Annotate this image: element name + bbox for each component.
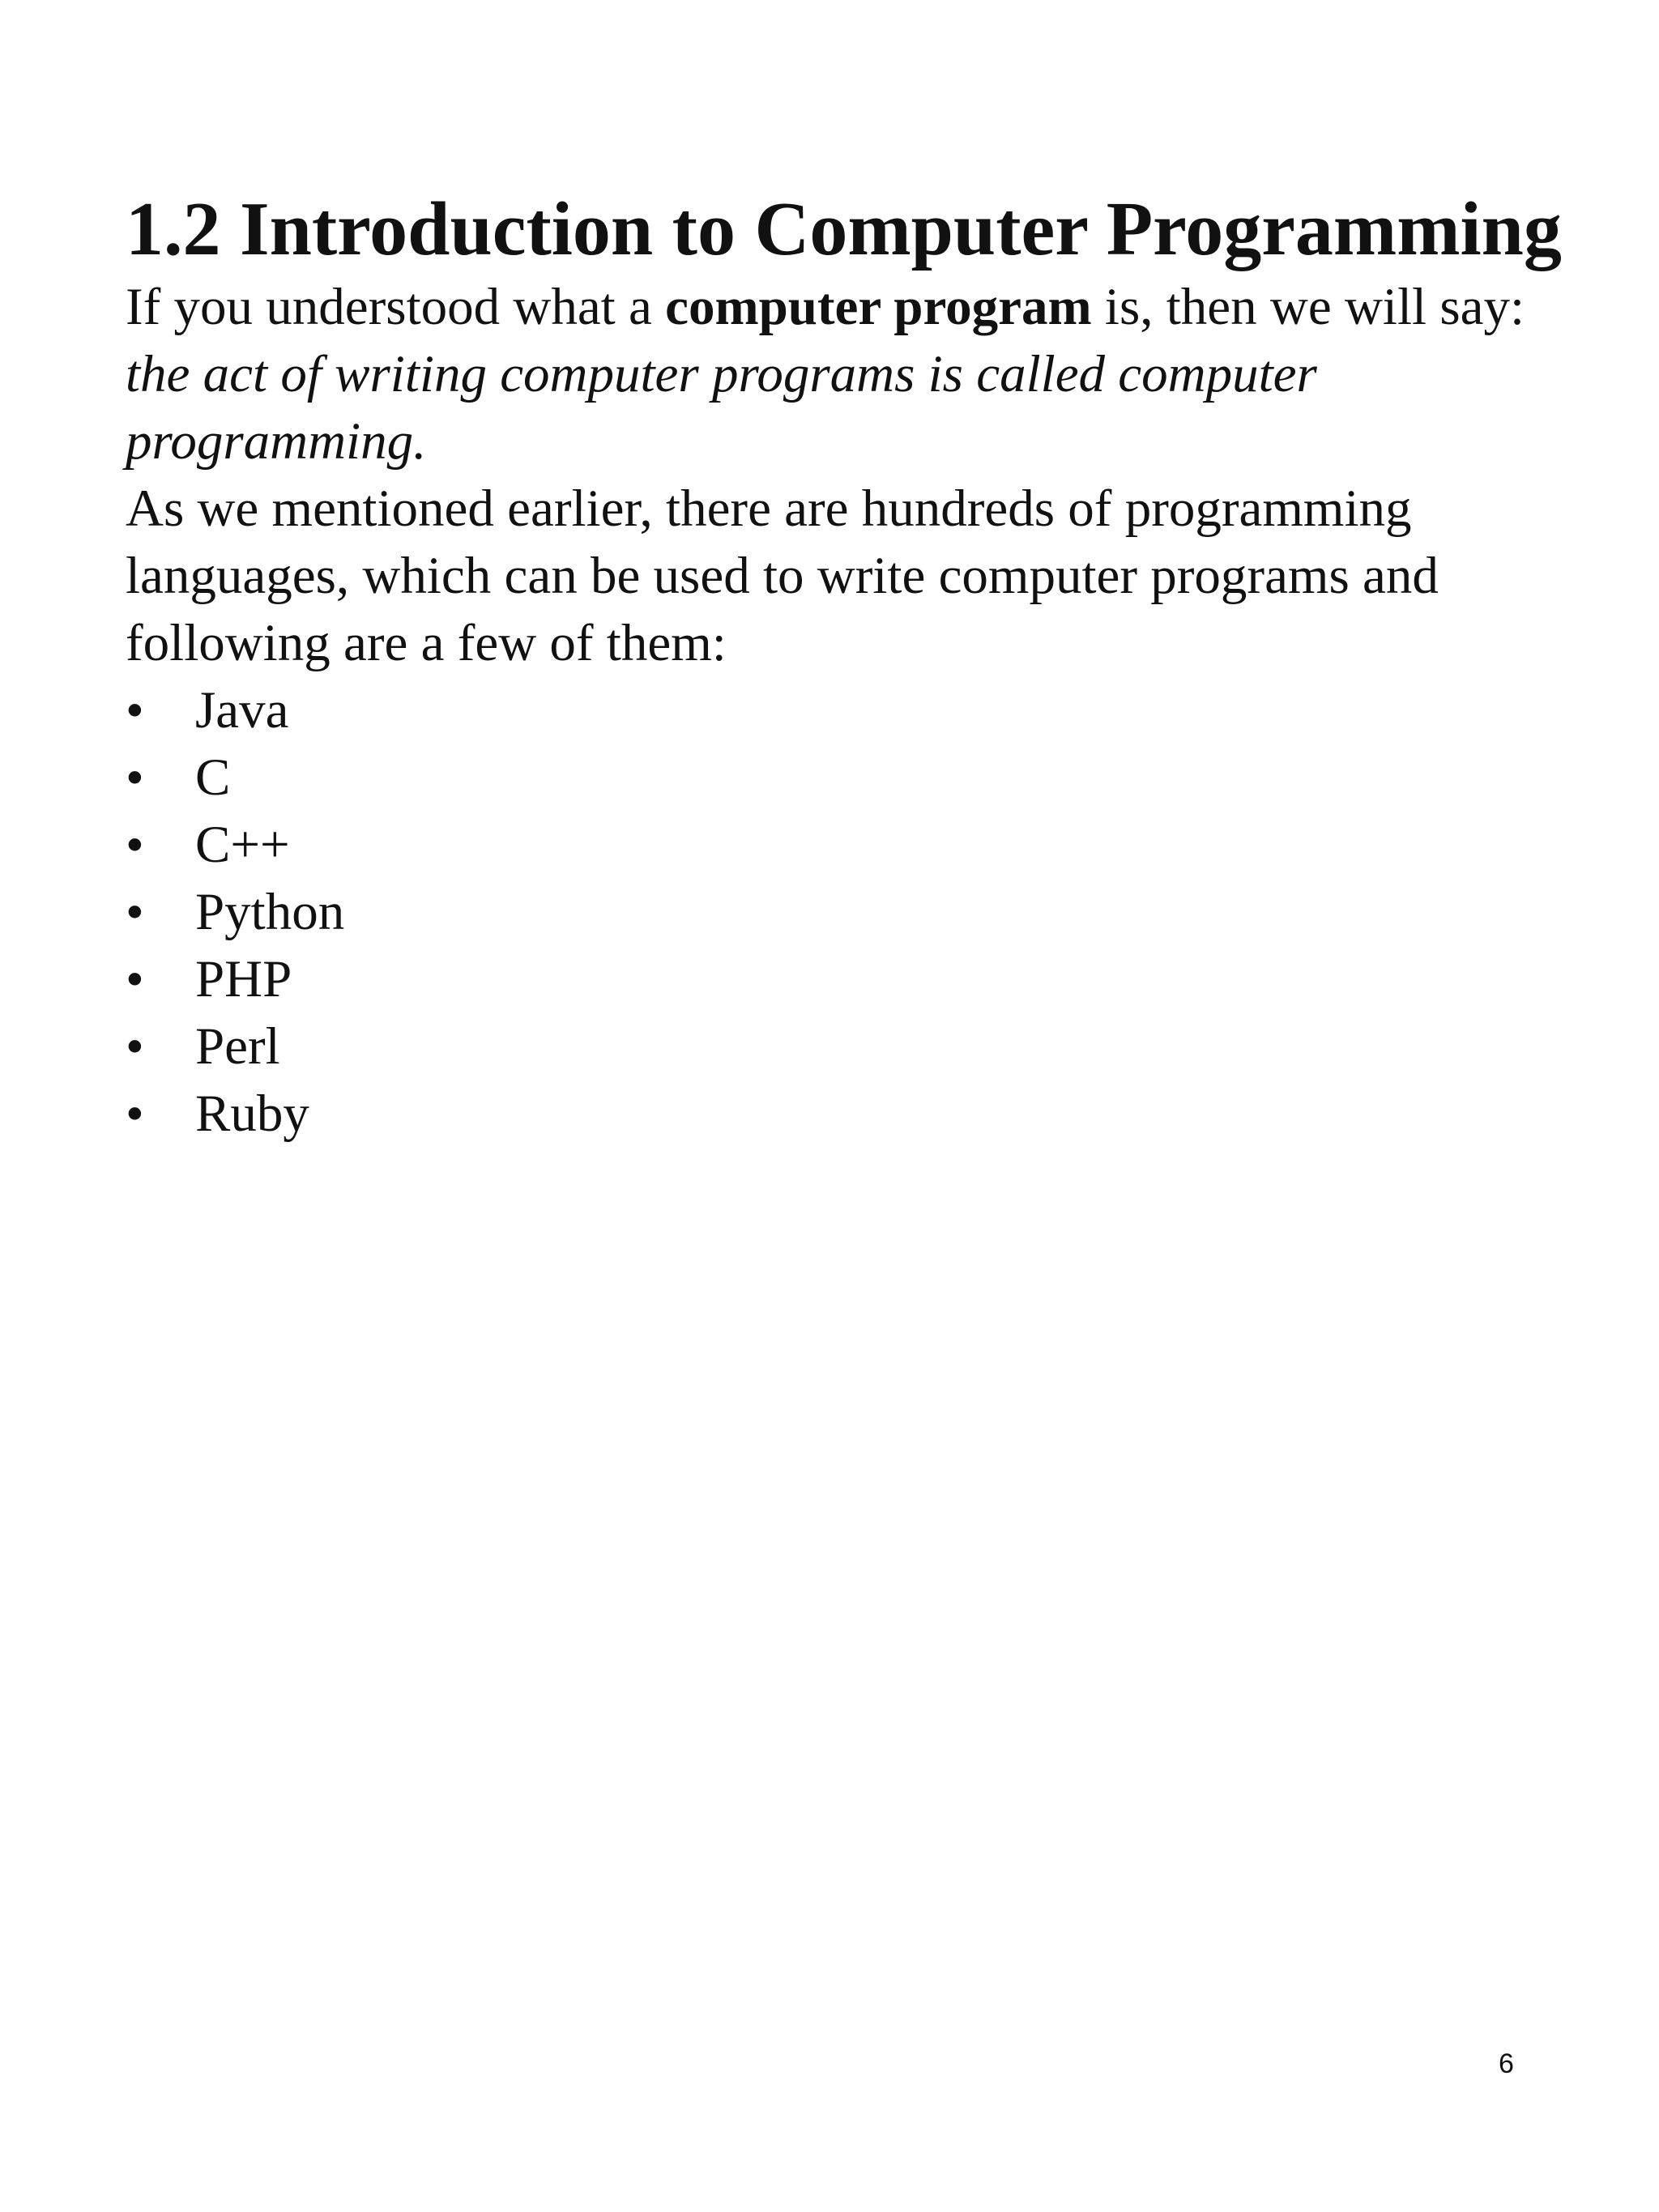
bullet-icon: • xyxy=(126,748,144,807)
languages-list xyxy=(126,677,1632,1148)
language-name: Perl xyxy=(195,1017,280,1076)
section-body xyxy=(126,274,1632,1148)
bullet-icon: • xyxy=(126,816,144,874)
language-name: C++ xyxy=(195,816,290,874)
section-heading: 1.2 Introduction to Computer Programming xyxy=(126,187,1562,271)
bullet-icon: • xyxy=(126,883,144,941)
language-name: C xyxy=(195,748,231,807)
languages-intro-line-2: languages, which can be used to write computer programs and xyxy=(126,547,1439,605)
languages-intro-line-3: following are a few of them: xyxy=(126,614,727,672)
definition-line-1: the act of writing computer programs is called computer xyxy=(126,345,1317,403)
list-item xyxy=(126,812,1632,879)
page-number: 6 xyxy=(1499,2048,1514,2079)
language-name: Java xyxy=(195,681,289,739)
list-item xyxy=(126,1013,1632,1080)
bullet-icon: • xyxy=(126,950,144,1008)
language-name: Python xyxy=(195,883,345,941)
list-item xyxy=(126,677,1632,744)
list-item xyxy=(126,744,1632,812)
definition-line-2: programming. xyxy=(126,412,427,471)
list-item xyxy=(126,946,1632,1013)
bullet-icon: • xyxy=(126,1017,144,1076)
intro-sentence xyxy=(126,274,1632,341)
languages-intro-line-1: As we mentioned earlier, there are hundreds of programming xyxy=(126,479,1412,538)
intro-bold-term: computer program xyxy=(665,278,1092,336)
bullet-icon: • xyxy=(126,1085,144,1143)
intro-suffix: is, then we will say: xyxy=(1091,278,1525,336)
intro-prefix: If you understood what a xyxy=(126,278,666,336)
list-item xyxy=(126,1080,1632,1148)
language-name: PHP xyxy=(195,950,292,1008)
bullet-icon: • xyxy=(126,681,144,739)
list-item xyxy=(126,879,1632,946)
language-name: Ruby xyxy=(195,1085,309,1143)
